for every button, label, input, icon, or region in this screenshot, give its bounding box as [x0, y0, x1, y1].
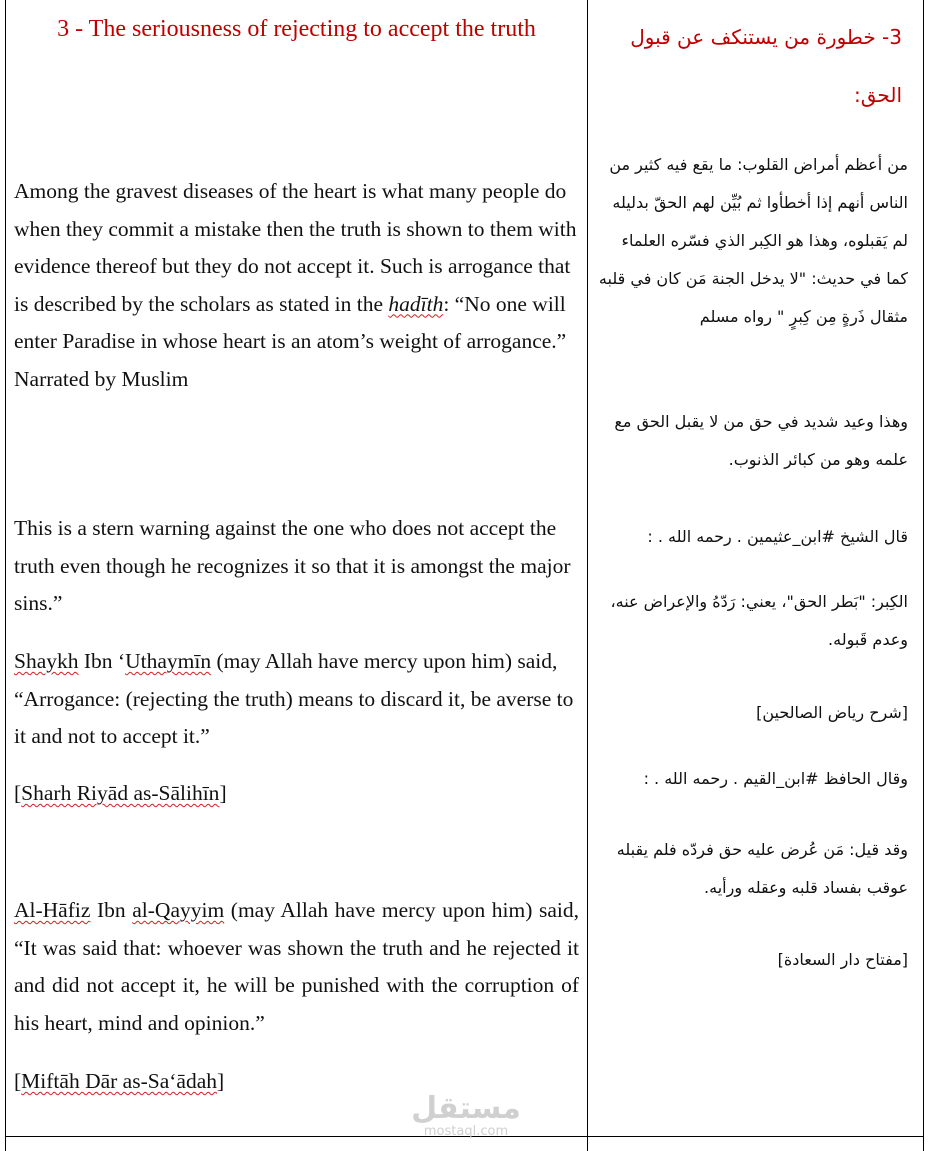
english-para2-text: This is a stern warning against the one who does not accept the truth even though he recognizes it so that it is amongst the major sins.” [14, 516, 571, 615]
english-paragraph-3 [14, 643, 579, 756]
english-paragraph-1 [14, 173, 579, 398]
arabic-para2-text: وهذا وعيد شديد في حق من لا يقبل الحق مع علمه وهو من كبائر الذنوب. [614, 412, 908, 469]
arabic-para5-text: وقال الحافظ #ابن_القيم . رحمه الله . : [643, 769, 908, 788]
arabic-para4-text: الكِبر: "بَطر الحق"، يعني: رَدّهُ والإعراض عنه، وعدم قَبوله. [610, 592, 908, 649]
arabic-paragraph-5 [596, 760, 908, 798]
mostaql-watermark-logo [406, 1091, 526, 1140]
arabic-reference-1 [596, 694, 908, 732]
english-para3-quote: (may Allah have mercy upon him) said, “Arrogance: (rejecting the truth) means to discard it, be averse to it and not to accept it.” [14, 649, 574, 748]
arabic-paragraph-3 [596, 518, 908, 556]
english-para4-mid: Ibn [90, 898, 133, 922]
arabic-paragraph-6 [596, 831, 908, 907]
uthaymin-name: Uthaymīn [125, 649, 212, 673]
english-title: 3 - The seriousness of rejecting to accept the truth [57, 16, 536, 42]
arabic-para1-text: من أعظم أمراض القلوب: ما يقع فيه كثير من الناس أنهم إذا أخطأوا ثم بُيِّن لهم الحقّ بدليله لم يَقبلوه، وهذا هو الكِبر الذي فسّره العلماء كما في حديث: "لا يدخل الجنة مَن كان في قلبه مثقال ذَرةٍ مِن كِبرٍ " رواه مسلم [598, 155, 908, 326]
watermark-main-text: مستقل [411, 1091, 521, 1126]
arabic-paragraph-2 [596, 403, 908, 479]
english-paragraph-2 [14, 510, 579, 623]
arabic-reference-2 [596, 941, 908, 979]
bracket-open: [ [14, 781, 22, 805]
bracket-open: [ [14, 1069, 22, 1093]
bracket-close: ] [216, 1069, 225, 1093]
english-para3-mid: Ibn ‘ [78, 649, 126, 673]
arabic-paragraph-1 [596, 146, 908, 336]
arabic-ref1-text: [شرح رياض الصالحين] [756, 703, 908, 722]
arabic-para3-text: قال الشيخ #ابن_عثيمين . رحمه الله . : [647, 527, 908, 546]
english-reference-1 [14, 775, 579, 813]
hadith-term: hadīth [388, 291, 444, 316]
bracket-close: ] [219, 781, 227, 805]
arabic-para6-text: وقد قيل: مَن عُرض عليه حق فردّه فلم يقبله عوقب بفساد قلبه وعقله ورأيه. [616, 840, 908, 897]
english-para1-quote: : “No one will enter Paradise in whose heart is an atom’s weight of arrogance.” Narrated by Muslim [14, 291, 567, 391]
reference-title: Miftāh Dār as-Sa‘ādah [21, 1069, 217, 1093]
column-divider [587, 0, 588, 1151]
arabic-paragraph-4 [596, 583, 908, 659]
arabic-ref2-text: [مفتاح دار السعادة] [777, 950, 908, 969]
hafiz-name: Al-Hāfiz [14, 898, 91, 922]
english-paragraph-4 [14, 892, 579, 1042]
english-para1-text: Among the gravest diseases of the heart is what many people do when they commit a mistake then the truth is shown to them with evidence thereof but they do not accept it. Such is arrogance that is described by the scholars as stated in the [14, 179, 577, 316]
arabic-title: 3- خطورة من يستنكف عن قبول الحق: [630, 25, 902, 107]
reference-title: Sharh Riyād as-Sālihīn [21, 781, 220, 805]
english-para4-quote: (may Allah have mercy upon him) said, “It was said that: whoever was shown the truth and he rejected it and did not accept it, he will be punished with the corruption of his heart, mind and opinion.” [14, 898, 579, 1035]
shaykh-name: Shaykh [14, 649, 79, 673]
qayyim-name: al-Qayyim [132, 898, 225, 922]
watermark-url: mostaql.com [423, 1124, 509, 1139]
